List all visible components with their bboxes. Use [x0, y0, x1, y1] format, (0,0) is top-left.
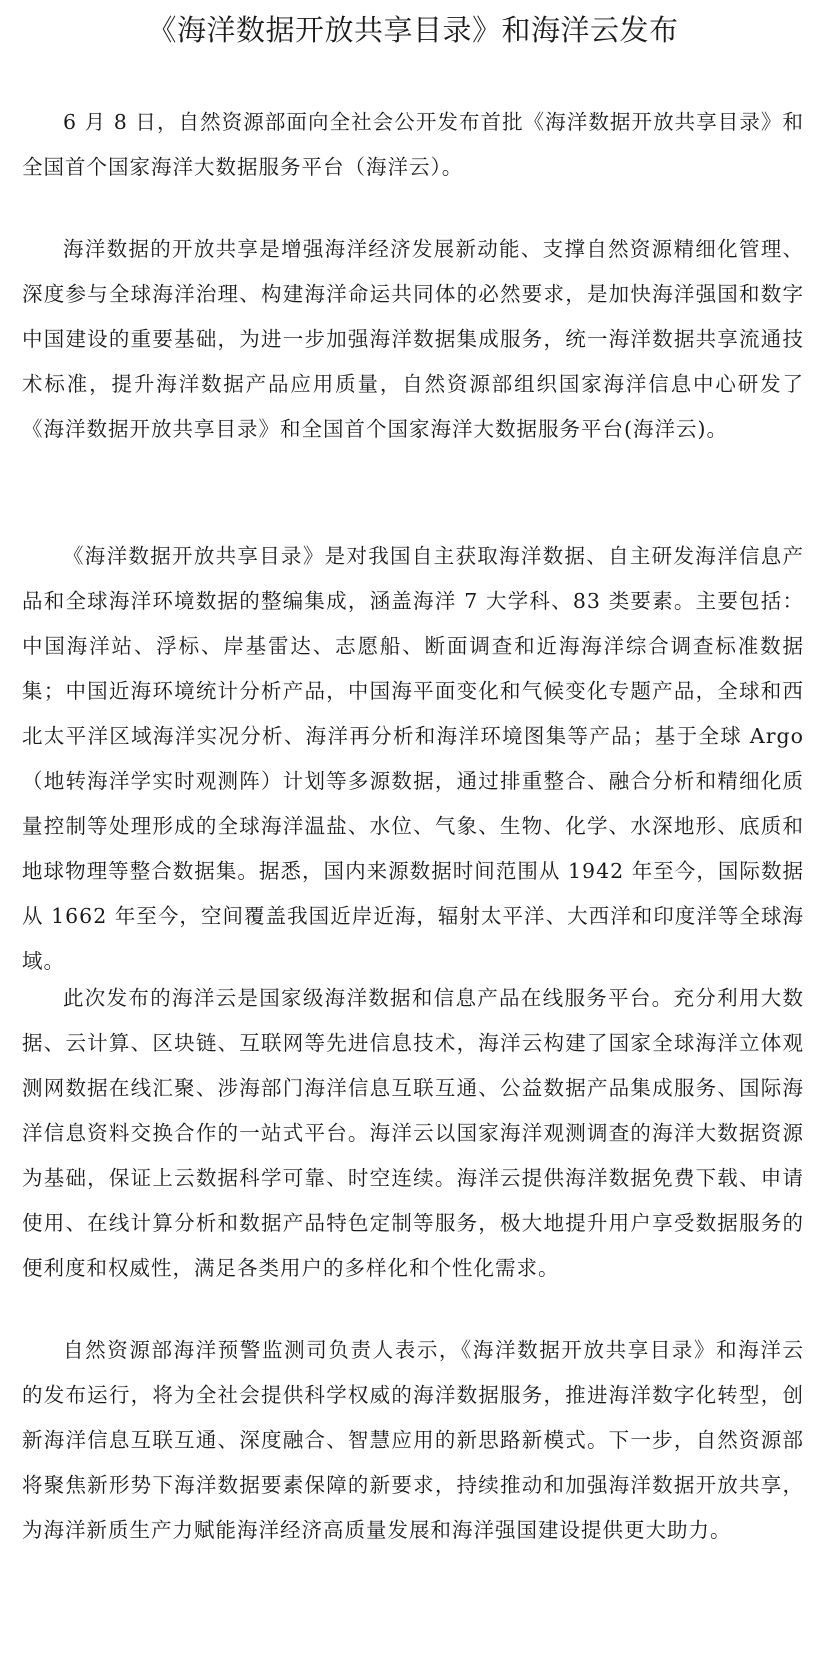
article-paragraph-1: 6 月 8 日，自然资源部面向全社会公开发布首批《海洋数据开放共享目录》和全国首个国家海洋大数据服务平台（海洋云）。	[22, 110, 804, 179]
article-paragraph-3: 《海洋数据开放共享目录》是对我国自主获取海洋数据、自主研发海洋信息产品和全球海洋环境数据的整编集成，涵盖海洋 7 大学科、83 类要素。主要包括：中国海洋站、浮标、岸基雷达、志愿船、断面调查和近海海洋综合调查标准数据集；中国近海环境统计分析产品，中国海平面变化和气候变化专题产品，全球和西北太平洋区域海洋实况分析、海洋再分析和海洋环境图集等产品；基于全球 Argo（地转海洋学实时观测阵）计划等多源数据，通过排重整合、融合分析和精细化质量控制等处理形成的全球海洋温盐、水位、气象、生物、化学、水深地形、底质和地球物理等整合数据集。据悉，国内来源数据时间范围从 1942 年至今，国际数据从 1662 年至今，空间覆盖我国近岸近海，辐射太平洋、大西洋和印度洋等全球海域。	[22, 544, 804, 973]
article-paragraph-2: 海洋数据的开放共享是增强海洋经济发展新动能、支撑自然资源精细化管理、深度参与全球海洋治理、构建海洋命运共同体的必然要求，是加快海洋强国和数字中国建设的重要基础，为进一步加强海洋数据集成服务，统一海洋数据共享流通技术标准，提升海洋数据产品应用质量，自然资源部组织国家海洋信息中心研发了《海洋数据开放共享目录》和全国首个国家海洋大数据服务平台(海洋云)。	[22, 237, 804, 441]
article-paragraph-4: 此次发布的海洋云是国家级海洋数据和信息产品在线服务平台。充分利用大数据、云计算、区块链、互联网等先进信息技术，海洋云构建了国家全球海洋立体观测网数据在线汇聚、涉海部门海洋信息互联互通、公益数据产品集成服务、国际海洋信息资料交换合作的一站式平台。海洋云以国家海洋观测调查的海洋大数据资源为基础，保证上云数据科学可靠、时空连续。海洋云提供海洋数据免费下载、申请使用、在线计算分析和数据产品特色定制等服务，极大地提升用户享受数据服务的便利度和权威性，满足各类用户的多样化和个性化需求。	[22, 986, 804, 1280]
paragraph-gap	[22, 939, 804, 976]
paragraph-gap	[22, 1291, 804, 1328]
paragraph-gap	[22, 190, 804, 227]
paragraph-gap	[22, 497, 804, 534]
article-title: 《海洋数据开放共享目录》和海洋云发布	[147, 13, 679, 47]
article-paragraph-5: 自然资源部海洋预警监测司负责人表示，《海洋数据开放共享目录》和海洋云的发布运行，将为全社会提供科学权威的海洋数据服务，推进海洋数字化转型，创新海洋信息互联互通、深度融合、智慧应用的新思路新模式。下一步，自然资源部将聚焦新形势下海洋数据要素保障的新要求，持续推动和加强海洋数据开放共享，为海洋新质生产力赋能海洋经济高质量发展和海洋强国建设提供更大助力。	[22, 1338, 804, 1542]
